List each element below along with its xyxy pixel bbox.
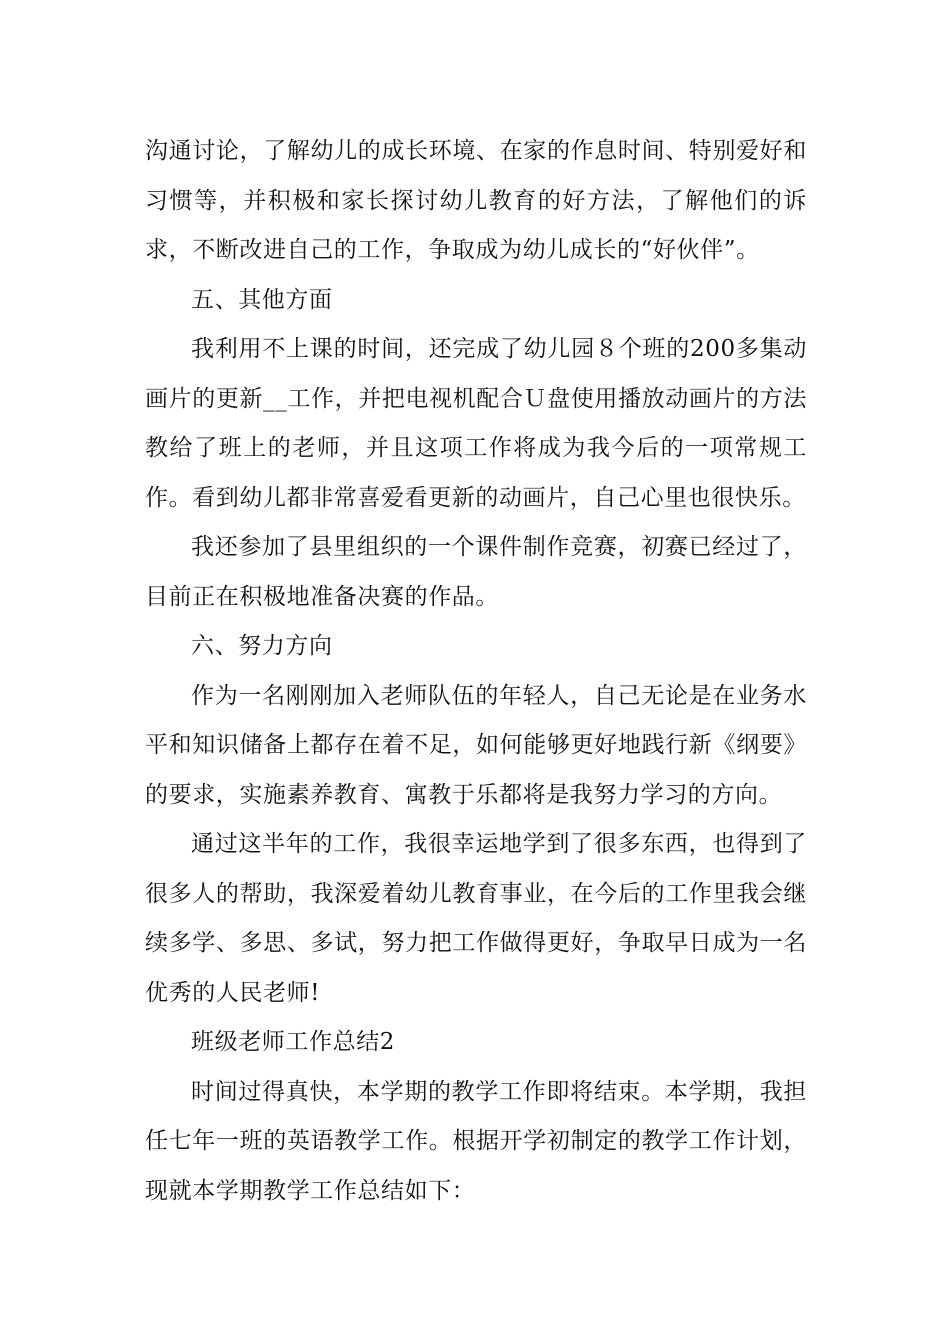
paragraph: 沟通讨论，了解幼儿的成长环境、在家的作息时间、特别爱好和习惯等，并积极和家长探讨幼儿教育的好方法，了解他们的诉求，不断改进自己的工作，争取成为幼儿成长的“好伙伴”。 [145, 138, 807, 263]
paragraph: 时间过得真快，本学期的教学工作即将结束。本学期，我担任七年一班的英语教学工作。根据开学初制定的教学工作计划，现就本学期教学工作总结如下： [145, 1078, 807, 1204]
document-body [145, 127, 807, 1216]
section-heading: 六、努力方向 [191, 633, 333, 659]
section-heading: 五、其他方面 [191, 286, 333, 313]
paragraph: 我利用不上课的时间，还完成了幼儿园８个班的200多集动画片的更新__工作，并把电视机配合Ｕ盘使用播放动画片的方法教给了班上的老师，并且这项工作将成为我今后的一项常规工作。看到幼儿都非常喜爱看更新的动画片，自己心里也很快乐。 [145, 336, 807, 511]
paragraph: 作为一名刚刚加入老师队伍的年轻人，自己无论是在业务水平和知识储备上都存在着不足，如何能够更好地践行新《纲要》的要求，实施素养教育、寓教于乐都将是我努力学习的方向。 [145, 682, 807, 808]
paragraph: 我还参加了县里组织的一个课件制作竞赛，初赛已经过了，目前正在积极地准备决赛的作品。 [145, 534, 807, 610]
section-heading: 班级老师工作总结2 [191, 1029, 396, 1055]
paragraph: 通过这半年的工作，我很幸运地学到了很多东西，也得到了很多人的帮助，我深爱着幼儿教育事业，在今后的工作里我会继续多学、多思、多试，努力把工作做得更好，争取早日成为一名优秀的人民老师! [145, 831, 807, 1006]
